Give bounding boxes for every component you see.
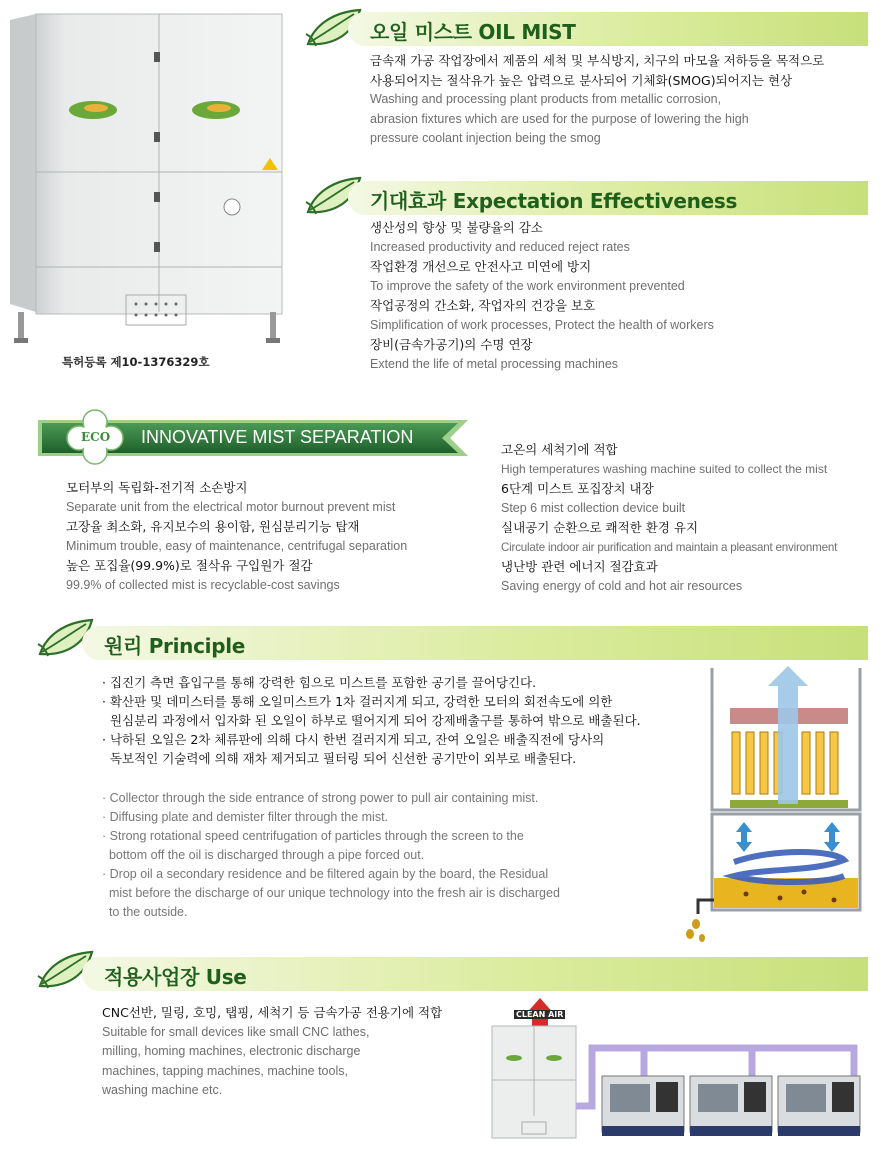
principle-en <box>102 789 560 922</box>
innovative-en: Saving energy of cold and hot air resources <box>501 578 743 593</box>
oil-mist-en-line: Washing and processing plant products from metallic corrosion, <box>370 92 722 106</box>
use-en-line: milling, homing machines, electronic discharge <box>102 1044 361 1058</box>
expectation-title: 기대효과 Expectation Effectiveness <box>370 189 738 213</box>
principle-kr-line: · 낙하된 오일은 2차 체류판에 의해 다시 한번 걸러지게 되고, 잔여 오일은 배출직전에 당사의 <box>102 732 605 747</box>
use-kr: CNC선반, 밀링, 호밍, 탭핑, 세척기 등 금속가공 전용기에 적합 <box>102 1005 443 1020</box>
innovative-kr: 높은 포집율(99.9%)로 절삭유 구입원가 절감 <box>66 558 313 573</box>
use-text <box>102 1003 442 1101</box>
expectation-kr: 생산성의 향상 및 불량율의 감소 <box>370 220 543 235</box>
principle-diagram <box>684 662 868 948</box>
innovative-title: INNOVATIVE MIST SEPARATION <box>141 427 414 447</box>
principle-kr-line: · 확산판 및 데미스터를 통해 오일미스트가 1차 걸러지게 되고, 강력한 모터의 회전속도에 의한 <box>102 694 613 709</box>
principle-title: 원리 Principle <box>104 634 246 658</box>
use-en-line: Suitable for small devices like small CNC lathes, <box>102 1024 370 1039</box>
expectation-kr: 작업환경 개선으로 안전사고 미연에 방지 <box>370 259 592 274</box>
innovative-kr: 고온의 세척기에 적합 <box>501 442 618 457</box>
patent-caption: 특허등록 제10-1376329호 <box>62 355 210 369</box>
principle-en-line: · Strong rotational speed centrifugation of particles through the screen to the <box>102 829 524 843</box>
expectation-en: Extend the life of metal processing machines <box>370 356 619 371</box>
oil-mist-en-line: abrasion fixtures which are used for the purpose of lowering the high <box>370 111 749 126</box>
innovative-kr: 고장율 최소화, 유지보수의 용이함, 원심분리기능 탑재 <box>66 519 360 534</box>
expectation-kr: 장비(금속가공기)의 수명 연장 <box>370 337 533 352</box>
principle-kr-line: · 집진기 측면 흡입구를 통해 강력한 힘으로 미스트를 포함한 공기를 끌어당긴다. <box>102 675 537 690</box>
principle-en-line: bottom off the oil is discharged through a pipe forced out. <box>102 848 425 862</box>
innovative-kr: 냉난방 관련 에너지 절감효과 <box>501 559 658 574</box>
use-title: 적용사업장 Use <box>104 965 247 989</box>
oil-mist-en-line: pressure coolant injection being the smog <box>370 131 601 145</box>
principle-en-line: · Drop oil a secondary residence and be filtered again by the board, the Residual <box>102 867 549 881</box>
innovative-en: High temperatures washing machine suited to collect the mist <box>501 461 828 476</box>
eco-label: ECO <box>81 430 111 444</box>
expectation-en: To improve the safety of the work environment prevented <box>370 278 685 293</box>
innovative-en: Minimum trouble, easy of maintenance, centrifugal separation <box>66 538 408 553</box>
innovative-kr: 모터부의 독립화-전기적 소손방지 <box>66 480 248 495</box>
expectation-en: Increased productivity and reduced reject rates <box>370 239 630 254</box>
principle-en-line: to the outside. <box>102 905 188 919</box>
oil-mist-kr <box>370 51 824 149</box>
innovative-en: 99.9% of collected mist is recyclable-cost savings <box>66 577 340 592</box>
principle-kr <box>102 673 641 768</box>
machine-photo <box>8 12 290 352</box>
principle-kr-line: 독보적인 기술력에 의해 재차 제거되고 필터링 되어 신선한 공기만이 외부로 배출된다. <box>102 751 577 766</box>
principle-en-line: · Collector through the side entrance of strong power to pull air containing mist. <box>102 791 539 805</box>
clean-air-label: CLEAN AIR <box>516 1010 564 1019</box>
innovative-en: Separate unit from the electrical motor burnout prevent mist <box>66 499 396 514</box>
innovative-left-list <box>66 478 407 595</box>
expectation-kr: 작업공정의 간소화, 작업자의 건강을 보호 <box>370 298 596 313</box>
oil-mist-kr-line: 금속재 가공 작업장에서 제품의 세척 및 부식방지, 치구의 마모율 저하등을 목적으로 <box>370 53 825 68</box>
innovative-kr: 6단계 미스트 포집장치 내장 <box>501 481 654 496</box>
principle-kr-line: 원심분리 과정에서 입자화 된 오일이 하부로 떨어지게 되어 강제배출구를 통하여 밖으로 배출된다. <box>102 713 641 728</box>
innovative-kr: 실내공기 순환으로 쾌적한 환경 유지 <box>501 520 699 535</box>
expectation-en: Simplification of work processes, Protect the health of workers <box>370 317 714 332</box>
innovative-right-list <box>501 440 837 596</box>
use-en-line: machines, tapping machines, machine tools, <box>102 1063 348 1078</box>
oil-mist-kr-line: 사용되어지는 절삭유가 높은 압력으로 분사되어 기체화(SMOG)되어지는 현상 <box>370 72 793 88</box>
principle-en-line: mist before the discharge of our unique technology into the fresh air is discharged <box>102 886 560 900</box>
innovative-en: Circulate indoor air purification and maintain a pleasant environment <box>501 540 838 554</box>
oil-mist-title: 오일 미스트 OIL MIST <box>370 20 576 44</box>
use-en-line: washing machine etc. <box>102 1083 223 1097</box>
expectation-list <box>370 218 714 374</box>
principle-en-line: · Diffusing plate and demister filter through the mist. <box>102 810 389 824</box>
innovative-en: Step 6 mist collection device built <box>501 500 686 515</box>
